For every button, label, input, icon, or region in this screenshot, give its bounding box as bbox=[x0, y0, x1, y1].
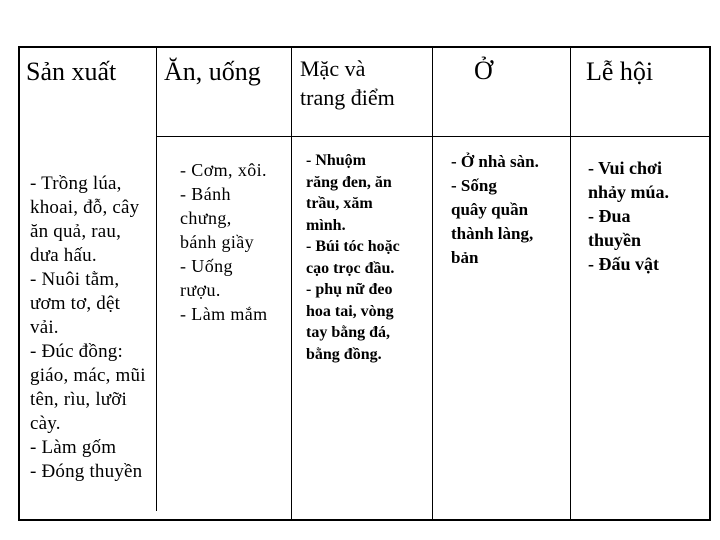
cell-mac-va-trang-diem bbox=[306, 150, 400, 365]
cell-line: - Ở nhà sàn. bbox=[451, 152, 539, 171]
column-divider bbox=[570, 48, 571, 519]
cell-line: - phụ nữ đeo bbox=[306, 281, 393, 298]
header-line: Mặc và bbox=[300, 56, 366, 81]
cell-line: - Bánh bbox=[180, 184, 231, 204]
cell-line: vải. bbox=[30, 317, 59, 338]
cell-line: trầu, xăm bbox=[306, 195, 373, 212]
cell-line: - Cơm, xôi. bbox=[180, 160, 267, 180]
cell-line: chưng, bbox=[180, 208, 232, 228]
column-divider bbox=[291, 48, 292, 519]
header-le-hoi: Lễ hội bbox=[586, 57, 654, 86]
header-mac-va-trang-diem bbox=[300, 54, 395, 112]
cell-an-uong bbox=[180, 158, 268, 326]
cell-line: răng đen, ăn bbox=[306, 173, 392, 191]
cell-line: dưa hấu. bbox=[30, 245, 97, 266]
cell-line: - Nhuộm bbox=[306, 152, 367, 169]
cell-line: rượu. bbox=[180, 280, 221, 300]
cell-line: - Vui chơi bbox=[588, 158, 662, 178]
cell-line: cày. bbox=[30, 413, 61, 434]
cell-line: - Uống bbox=[180, 256, 233, 276]
cell-line: thành làng, bbox=[451, 224, 534, 243]
cell-o bbox=[451, 150, 539, 270]
cell-line: - Đấu vật bbox=[588, 254, 659, 274]
cell-line: thuyền bbox=[588, 230, 642, 250]
cell-line: - Trồng lúa, bbox=[30, 173, 122, 194]
cell-line: - Búi tóc hoặc bbox=[306, 238, 400, 255]
cell-line: ăn quả, rau, bbox=[30, 221, 122, 242]
cell-line: - Đua bbox=[588, 206, 631, 226]
cell-line: - Nuôi tằm, bbox=[30, 269, 120, 290]
header-line: trang điểm bbox=[300, 85, 395, 110]
cell-san-xuat bbox=[30, 172, 146, 484]
column-divider bbox=[432, 48, 433, 519]
cell-line: giáo, mác, mũi bbox=[30, 365, 146, 386]
cell-line: khoai, đỗ, cây bbox=[30, 197, 140, 218]
cell-line: - Làm gốm bbox=[30, 437, 117, 458]
cell-line: ươm tơ, dệt bbox=[30, 293, 121, 314]
cell-le-hoi bbox=[588, 156, 669, 276]
cell-line: cạo trọc đầu. bbox=[306, 259, 395, 277]
cell-line: nhảy múa. bbox=[588, 182, 670, 202]
header-an-uong: Ăn, uống bbox=[164, 57, 261, 86]
cell-line: bản bbox=[451, 248, 479, 267]
header-divider bbox=[156, 136, 709, 137]
header-san-xuat: Sản xuất bbox=[26, 57, 117, 86]
header-o: Ở bbox=[474, 56, 493, 85]
column-divider bbox=[156, 48, 157, 511]
cell-line: - Đóng thuyền bbox=[30, 461, 143, 482]
cell-line: mình. bbox=[306, 216, 346, 234]
cell-line: - Sống bbox=[451, 176, 497, 195]
cell-line: bánh giầy bbox=[180, 232, 255, 252]
culture-table bbox=[18, 46, 711, 521]
cell-line: quây quần bbox=[451, 200, 529, 219]
cell-line: tay bằng đá, bbox=[306, 324, 391, 341]
cell-line: - Đúc đồng: bbox=[30, 341, 123, 362]
cell-line: bằng đồng. bbox=[306, 345, 382, 363]
cell-line: - Làm mắm bbox=[180, 304, 268, 324]
cell-line: tên, rìu, lưỡi bbox=[30, 389, 128, 410]
cell-line: hoa tai, vòng bbox=[306, 302, 394, 320]
